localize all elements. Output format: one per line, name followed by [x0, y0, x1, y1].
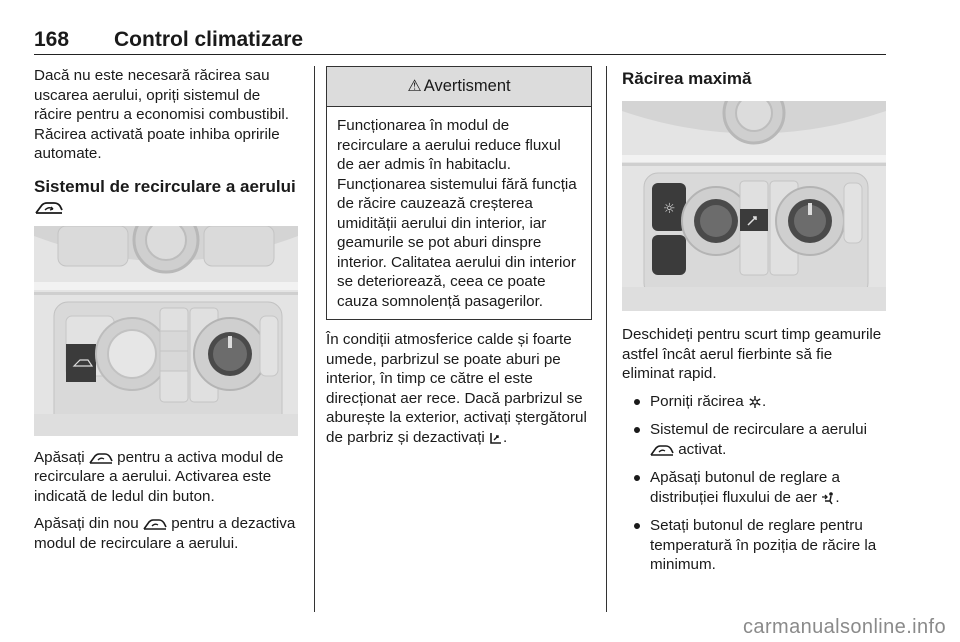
column-right [622, 66, 888, 584]
max-cooling-panel-photo [622, 101, 886, 311]
max-cooling-steps [622, 392, 888, 575]
recirculation-icon [89, 453, 113, 465]
recirculation-icon [143, 519, 167, 531]
page-header [34, 28, 886, 55]
list-item: Sistemul de recirculare a aerului activat. [622, 420, 888, 459]
climate-panel-illustration [34, 226, 298, 436]
page-title: Control climatizare [114, 28, 304, 51]
intro-paragraph: Dacă nu este necesară răcirea sau uscarea aerului, opriți sistemul de răcire pentru a economisi combustibil. Răcirea activată poate inhiba opririle automate. [34, 67, 289, 162]
climate-panel-illustration [622, 101, 886, 311]
airflow-windscreen-icon [489, 431, 503, 445]
open-windows-paragraph: Deschideți pentru scurt timp geamurile astfel încât aerul fierbinte să fie eliminat rapid. [622, 326, 882, 382]
recirculation-icon [650, 445, 674, 457]
warning-header [327, 67, 591, 107]
recirculation-activate-paragraph: Apăsați pentru a activa modul de recirculare a aerului. Activarea este indicată de ledul din buton. [34, 448, 284, 505]
page-number: 168 [34, 28, 70, 51]
column-middle [326, 66, 592, 455]
recirculation-icon [34, 202, 64, 216]
ac-snowflake-icon [748, 395, 762, 409]
svg-text:☼: ☼ [663, 201, 676, 217]
warning-text: Funcționarea în modul de recirculare a aerului reduce fluxul de aer admis în habitaclu. Funcționarea sistemului fără funcția de răcire cauzează creșterea umidității aerului din interior, iar geamurile se pot aburi dinspre interior. Calitatea aerului din interior se deteriorează, ceea ce poate cauza somnolență pasagerilor. [337, 117, 577, 310]
recirculation-panel-photo [34, 226, 298, 436]
watermark: carmanualsonline.info [743, 616, 946, 638]
warning-box [326, 66, 592, 320]
column-divider [606, 66, 607, 612]
section-heading-max-cooling: Răcirea maximă [622, 69, 752, 88]
airflow-body-icon [821, 491, 835, 505]
section-heading-recirculation: Sistemul de recirculare a aerului [34, 176, 302, 218]
list-item: Setați butonul de reglare pentru temperatură în poziția de răcire la minimum. [622, 516, 888, 575]
column-divider [314, 66, 315, 612]
warning-triangle-icon: ⚠ [407, 77, 422, 95]
recirculation-deactivate-paragraph: Apăsați din nou pentru a dezactiva modul de recirculare a aerului. [34, 515, 296, 552]
column-left [34, 66, 302, 561]
humid-conditions-paragraph: În condiții atmosferice calde și foarte umede, parbrizul se poate aburi pe interior, în timp ce către el este direcționat aer rece. Dacă parbrizul se aburește la exterior, activați ștergătorul de parbriz și dezactivați . [326, 331, 587, 446]
list-item: Apăsați butonul de reglare a distribuției fluxului de aer . [622, 468, 888, 507]
list-item: Porniți răcirea . [622, 392, 888, 412]
warning-title: Avertisment [423, 76, 511, 95]
